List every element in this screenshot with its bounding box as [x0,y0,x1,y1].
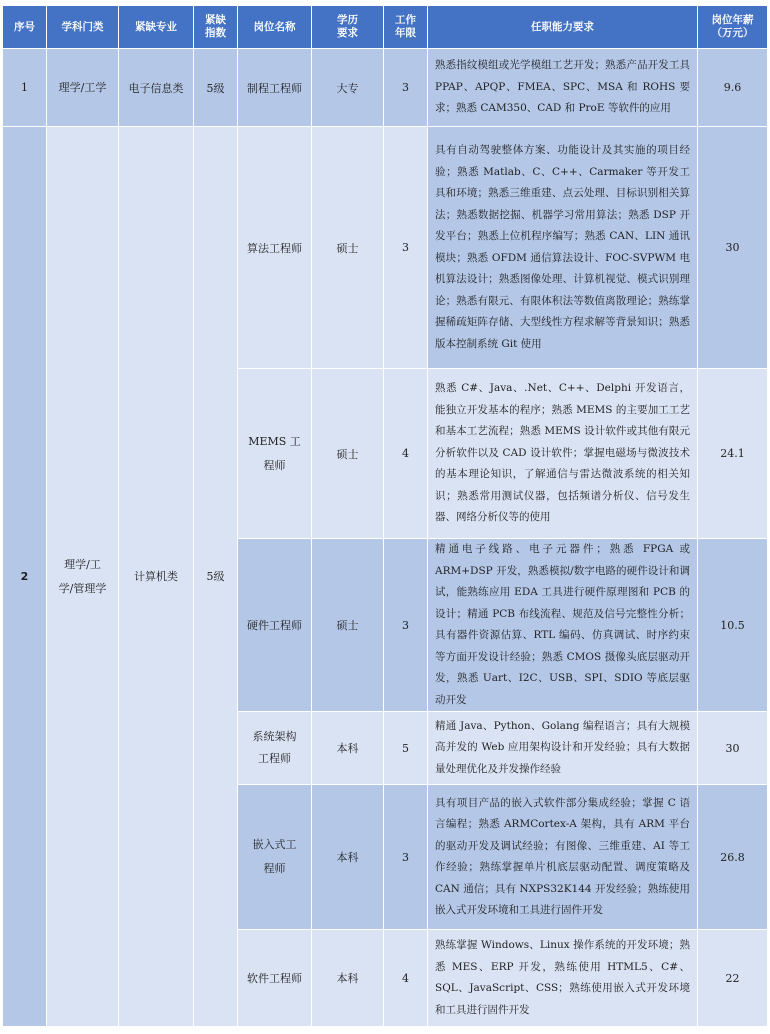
salary-cell: 26.8 [698,785,768,930]
degree-cell: 硕士 [312,369,384,539]
salary-cell: 30 [698,712,768,785]
header-index: 紧缺指数 [194,6,238,49]
position-cell: 软件工程师 [238,930,312,1027]
index-cell: 5级 [194,49,238,127]
degree-cell: 本科 [312,930,384,1027]
group-index-cell: 5级 [194,127,238,1027]
years-cell: 3 [384,49,428,127]
header-discipline: 学科门类 [47,6,119,49]
header-years: 工作年限 [384,6,428,49]
header-major: 紧缺专业 [119,6,194,49]
group-seq-cell: 2 [3,127,47,1027]
salary-cell: 10.5 [698,539,768,712]
years-cell: 3 [384,785,428,930]
requirements-cell: 熟练掌握 Windows、Linux 操作系统的开发环境；熟悉 MES、ERP 开发，熟练使用 HTML5、C#、SQL、JavaScript、CSS；熟练使用嵌入式开发环境和工具进行固件开发 [428,930,698,1027]
degree-cell: 大专 [312,49,384,127]
position-cell: 嵌入式工程师 [238,785,312,930]
years-cell: 4 [384,930,428,1027]
degree-cell: 本科 [312,712,384,785]
requirements-cell: 具有自动驾驶整体方案、功能设计及其实施的项目经验；熟悉 Matlab、C、C++、Carmaker 等开发工具和环境；熟悉三维重建、点云处理、目标识别相关算法；熟悉数据挖掘、机器学习常用算法；熟悉 DSP 开发平台；熟悉上位机程序编写；熟悉 CAN、LIN 通讯模块；熟悉 OFDM 通信算法设计、FOC-SVPWM 电机算法设计；熟悉图像处理、计算机视觉、模式识别理论；熟悉有限元、有限体积法等数值离散理论；熟练掌握稀疏矩阵存储、大型线性方程求解等背景知识；熟悉版本控制系统 Git 使用 [428,127,698,369]
salary-cell: 22 [698,930,768,1027]
header-row [3,6,768,49]
group-discipline-cell: 理学/工学/管理学 [47,127,119,1027]
header-seq: 序号 [3,6,47,49]
requirements-cell: 熟悉指纹模组或光学模组工艺开发；熟悉产品开发工具 PPAP、APQP、FMEA、SPC、MSA 和 ROHS 要求；熟悉 CAM350、CAD 和 ProE 等软件的应用 [428,49,698,127]
salary-cell: 30 [698,127,768,369]
header-position: 岗位名称 [238,6,312,49]
position-cell: 制程工程师 [238,49,312,127]
requirements-cell: 精通电子线路、电子元器件；熟悉 FPGA 或 ARM+DSP 开发，熟悉模拟/数字电路的硬件设计和调试，能熟练应用 EDA 工具进行硬件原理图和 PCB 的设计；精通 PCB 布线流程、规范及信号完整性分析；具有器件资源估算、RTL 编码、仿真调试、时序约束等方面开发设计经验；熟悉 CMOS 摄像头底层驱动开发，熟悉 Uart、I2C、USB、SPI、SDIO 等底层驱动开发 [428,539,698,712]
seq-cell: 1 [3,49,47,127]
talent-shortage-table [2,5,768,1027]
years-cell: 5 [384,712,428,785]
position-cell: MEMS 工程师 [238,369,312,539]
degree-cell: 硕士 [312,539,384,712]
position-cell: 系统架构工程师 [238,712,312,785]
group-major-cell: 计算机类 [119,127,194,1027]
header-salary: 岗位年薪（万元） [698,6,768,49]
years-cell: 3 [384,539,428,712]
years-cell: 4 [384,369,428,539]
salary-cell: 9.6 [698,49,768,127]
requirements-cell: 熟悉 C#、Java、.Net、C++、Delphi 开发语言，能独立开发基本的程序；熟悉 MEMS 的主要加工工艺和基本工艺流程；熟悉 MEMS 设计软件或其他有限元分析软件以及 CAD 设计软件；掌握电磁场与微波技术的基本理论知识，了解通信与雷达微波系统的相关知识；熟悉常用测试仪器，包括频谱分析仪、信号发生器、网络分析仪等的使用 [428,369,698,539]
header-requirements: 任职能力要求 [428,6,698,49]
degree-cell: 本科 [312,785,384,930]
header-degree: 学历要求 [312,6,384,49]
requirements-cell: 具有项目产品的嵌入式软件部分集成经验；掌握 C 语言编程；熟悉 ARMCortex-A 架构，具有 ARM 平台的驱动开发及调试经验；有图像、三维重建、AI 等工作经验；熟练掌握单片机底层驱动配置、调度策略及 CAN 通信；具有 NXPS32K144 开发经验；熟练使用嵌入式开发环境和工具进行固件开发 [428,785,698,930]
position-cell: 硬件工程师 [238,539,312,712]
salary-cell: 24.1 [698,369,768,539]
years-cell: 3 [384,127,428,369]
table-row [3,49,768,127]
major-cell: 电子信息类 [119,49,194,127]
discipline-cell: 理学/工学 [47,49,119,127]
requirements-cell: 精通 Java、Python、Golang 编程语言；具有大规模高并发的 Web 应用架构设计和开发经验；具有大数据量处理优化及并发操作经验 [428,712,698,785]
degree-cell: 硕士 [312,127,384,369]
position-cell: 算法工程师 [238,127,312,369]
table-row [3,127,768,369]
